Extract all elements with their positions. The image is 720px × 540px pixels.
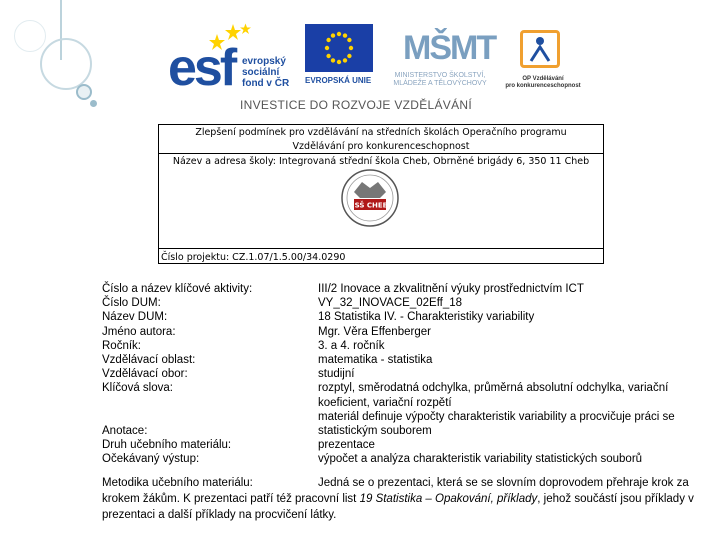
methodology-text1: Jedná se o prezentaci, která se se slovním doprovodem přehraje krok za krokem žákům. K prezentaci patří též pracovní list — [102, 477, 689, 505]
methodology-worksheet: 19 Statistika – Opakování, příklady — [359, 493, 538, 505]
msmt-caption — [375, 72, 505, 88]
op-logo — [498, 30, 588, 92]
detail-value: 18 Statistika IV. - Charakteristiky variability — [318, 311, 535, 324]
detail-row — [102, 296, 702, 310]
decor-circle-faint — [14, 20, 46, 52]
decor-circle-small — [76, 84, 92, 100]
eu-stars-icon — [305, 24, 373, 72]
school-address: Název a adresa školy: Integrovaná střední škola Cheb, Obrněné brigády 6, 350 11 Cheb — [172, 156, 590, 167]
detail-value: Mgr. Věra Effenberger — [318, 325, 431, 338]
msmt-logo — [375, 30, 505, 90]
divider — [159, 263, 603, 264]
msmt-line1: MINISTERSTVO ŠKOLSTVÍ, — [394, 72, 486, 79]
project-number: Číslo projektu: CZ.1.07/1.5.00/34.0290 — [161, 252, 346, 263]
program-line1: Zlepšení podmínek pro vzdělávání na středních školách Operačního programu — [195, 127, 567, 138]
esf-logo — [168, 20, 298, 97]
detail-label: Vzdělávací oblast: — [102, 354, 196, 367]
eu-flag-icon — [305, 24, 373, 72]
detail-label: Anotace: — [102, 424, 148, 437]
esf-subtitle — [242, 56, 289, 89]
detail-value: matematika - statistika — [318, 354, 433, 367]
details-list — [102, 282, 702, 467]
detail-row — [102, 339, 702, 353]
detail-row — [102, 367, 702, 381]
seal-text: ISŠ CHEB — [352, 201, 388, 210]
op-line1: OP Vzdělávání — [522, 76, 564, 82]
detail-row — [102, 310, 702, 324]
detail-value: VY_32_INOVACE_02Eff_18 — [318, 297, 463, 310]
op-mark-icon — [520, 30, 560, 68]
decor-circle-dot — [90, 100, 97, 107]
eu-logo — [305, 24, 375, 92]
detail-label: Vzdělávací obor: — [102, 368, 188, 381]
project-box — [158, 124, 604, 264]
detail-value: materiál definuje výpočty charakteristik variability a procvičuje práci se statistickým souborem — [318, 410, 675, 438]
detail-row — [102, 381, 702, 409]
divider — [159, 153, 603, 154]
detail-value: prezentace — [318, 439, 375, 452]
esf-line2: sociální — [242, 67, 280, 78]
detail-value: studijní — [318, 368, 355, 381]
esf-line3: fond v ČR — [242, 78, 290, 89]
detail-row — [102, 353, 702, 367]
detail-label: Klíčová slova: — [102, 382, 173, 395]
methodology-text2: , jehož součástí jsou příklady v prezentaci a další příklady na procvičení látky. — [102, 493, 694, 521]
detail-label: Název DUM: — [102, 311, 168, 324]
detail-value: rozptyl, směrodatná odchylka, průměrná absolutní odchylka, variační koeficient, variační rozpětí — [318, 382, 669, 409]
detail-row — [102, 282, 702, 296]
detail-row — [102, 452, 702, 466]
op-line2: pro konkurenceschopnost — [505, 83, 581, 89]
detail-value: III/2 Inovace a zkvalitnění výuky prostřednictvím ICT — [318, 283, 584, 295]
msmt-mark: MŠMT — [403, 29, 496, 67]
detail-label: Očekávaný výstup: — [102, 453, 200, 466]
detail-row — [102, 410, 702, 438]
decor-circle-large — [40, 38, 92, 90]
op-figure-icon — [523, 33, 557, 65]
op-caption — [498, 76, 588, 90]
detail-label: Jméno autora: — [102, 325, 176, 338]
detail-label: Číslo DUM: — [102, 297, 161, 310]
divider — [159, 248, 603, 249]
eu-caption: EVROPSKÁ UNIE — [305, 76, 372, 85]
detail-label: Ročník: — [102, 339, 141, 352]
detail-row — [102, 438, 702, 452]
detail-label: Číslo a název klíčové aktivity: — [102, 283, 253, 295]
msmt-line2: MLÁDEŽE A TĚLOVÝCHOVY — [393, 80, 487, 87]
methodology-label: Metodika učebního materiálu: — [102, 477, 253, 489]
detail-label: Druh učebního materiálu: — [102, 439, 232, 452]
detail-value: výpočet a analýza charakteristik variability statistických souborů — [318, 453, 643, 466]
tagline: INVESTICE DO ROZVOJE VZDĚLÁVÁNÍ — [240, 98, 473, 112]
detail-row — [102, 325, 702, 339]
divider — [159, 124, 603, 125]
methodology — [102, 475, 702, 523]
school-seal-icon — [340, 168, 400, 228]
program-line2: Vzdělávání pro konkurenceschopnost — [292, 141, 470, 152]
esf-mark: esf — [168, 39, 235, 97]
esf-line1: evropský — [242, 56, 286, 67]
detail-value: 3. a 4. ročník — [318, 339, 385, 352]
